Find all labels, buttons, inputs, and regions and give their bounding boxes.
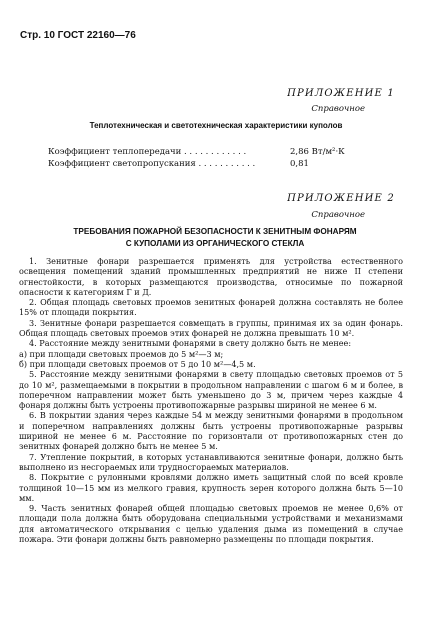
appendix-2-title: ПРИЛОЖЕНИЕ 2 bbox=[287, 193, 395, 204]
paragraph-4: 4. Расстояние между зенитными фонарями в свету должно быть не менее: bbox=[29, 338, 352, 349]
paragraph-6: 6. В покрытии здания через каждые 54 м между зенитными фонарями в продольном и поперечном направлениях должны быть устроены противопожарные разрывы шириной не менее 6 м. Расстояние по горизонтали от противопожарных стен до зенитных фонарей должно быть не менее 5 м. bbox=[19, 410, 403, 452]
paragraph-3: 3. Зенитные фонари разрешается совмещать в группы, принимая их за один фонарь. Общая площадь световых проемов этих фонарей не должна превышать 10 м². bbox=[19, 317, 403, 339]
coefficient-row-light bbox=[48, 158, 348, 170]
section-2-title-line-2: С КУПОЛАМИ ИЗ ОРГАНИЧЕСКОГО СТЕКЛА bbox=[125, 239, 305, 248]
paragraph-8: 8. Покрытие с рулонными кровлями должно иметь защитный слой по всей кровле толщиной 10—15 мм из мелкого гравия, крупность зерен которого должна быть 5—10 мм. bbox=[19, 472, 403, 503]
coefficient-value: 2,86 Вт/м²·К bbox=[290, 147, 345, 157]
page-header: Стр. 10 ГОСТ 22160—76 bbox=[20, 30, 136, 41]
section-2-title bbox=[20, 226, 410, 250]
paragraph-9: 9. Часть зенитных фонарей общей площадью световых проемов не менее 0,6% от площади пола должна быть оборудована специальными устройствами и механизмами для автоматического открывания с целью удаления дыма из помещений в случае пожара. Эти фонари должны быть равномерно размещены по площади покрытия. bbox=[19, 503, 403, 545]
appendix-1-title: ПРИЛОЖЕНИЕ 1 bbox=[287, 88, 395, 99]
coefficient-row-heat bbox=[48, 146, 348, 158]
coefficients-table bbox=[48, 146, 348, 170]
coefficient-value: 0,81 bbox=[290, 159, 309, 169]
paragraph-4a: а) при площади световых проемов до 5 м²—3 м; bbox=[19, 348, 224, 359]
section-1-title: Теплотехническая и светотехническая характеристики куполов bbox=[89, 121, 343, 130]
paragraph-2: 2. Общая площадь световых проемов зенитных фонарей должна составлять не более 15% от площади покрытия. bbox=[19, 297, 403, 318]
paragraph-1: 1. Зенитные фонари разрешается применять для устройства естественного освещения помещений зданий промышленных предприятий не ниже II степени огнестойкости, в которых размещаются производства, относимые по пожарной опасности к категориям Г и Д. bbox=[19, 256, 403, 297]
appendix-1-reference: Справочное bbox=[311, 104, 365, 114]
section-2-title-line-1: ТРЕБОВАНИЯ ПОЖАРНОЙ БЕЗОПАСНОСТИ К ЗЕНИТНЫМ ФОНАРЯМ bbox=[73, 227, 357, 236]
appendix-2-reference: Справочное bbox=[311, 210, 365, 220]
coefficient-label: Коэффициент теплопередачи . . . . . . . . . . . . bbox=[48, 147, 247, 157]
paragraph-7: 7. Утепление покрытий, в которых устанавливаются зенитные фонари, должно быть выполнено из несгораемых или трудносгораемых материалов. bbox=[19, 451, 403, 472]
paragraph-5: 5. Расстояние между зенитными фонарями в свету площадью световых проемов от 5 до 10 м², размещаемыми в покрытии в продольном направлении с шагом 6 м и более, в поперечном направлении может быть уменьшено до 3 м, причем через каждые 4 фонаря должны быть устроены противопожарные разрывы шириной не менее 6 м. bbox=[19, 369, 403, 411]
coefficient-label: Коэффициент светопропускания . . . . . . . . . . . bbox=[48, 159, 256, 169]
paragraph-4b: б) при площади световых проемов от 5 до 10 м²—4,5 м. bbox=[19, 358, 256, 369]
section-2-body bbox=[19, 256, 403, 544]
